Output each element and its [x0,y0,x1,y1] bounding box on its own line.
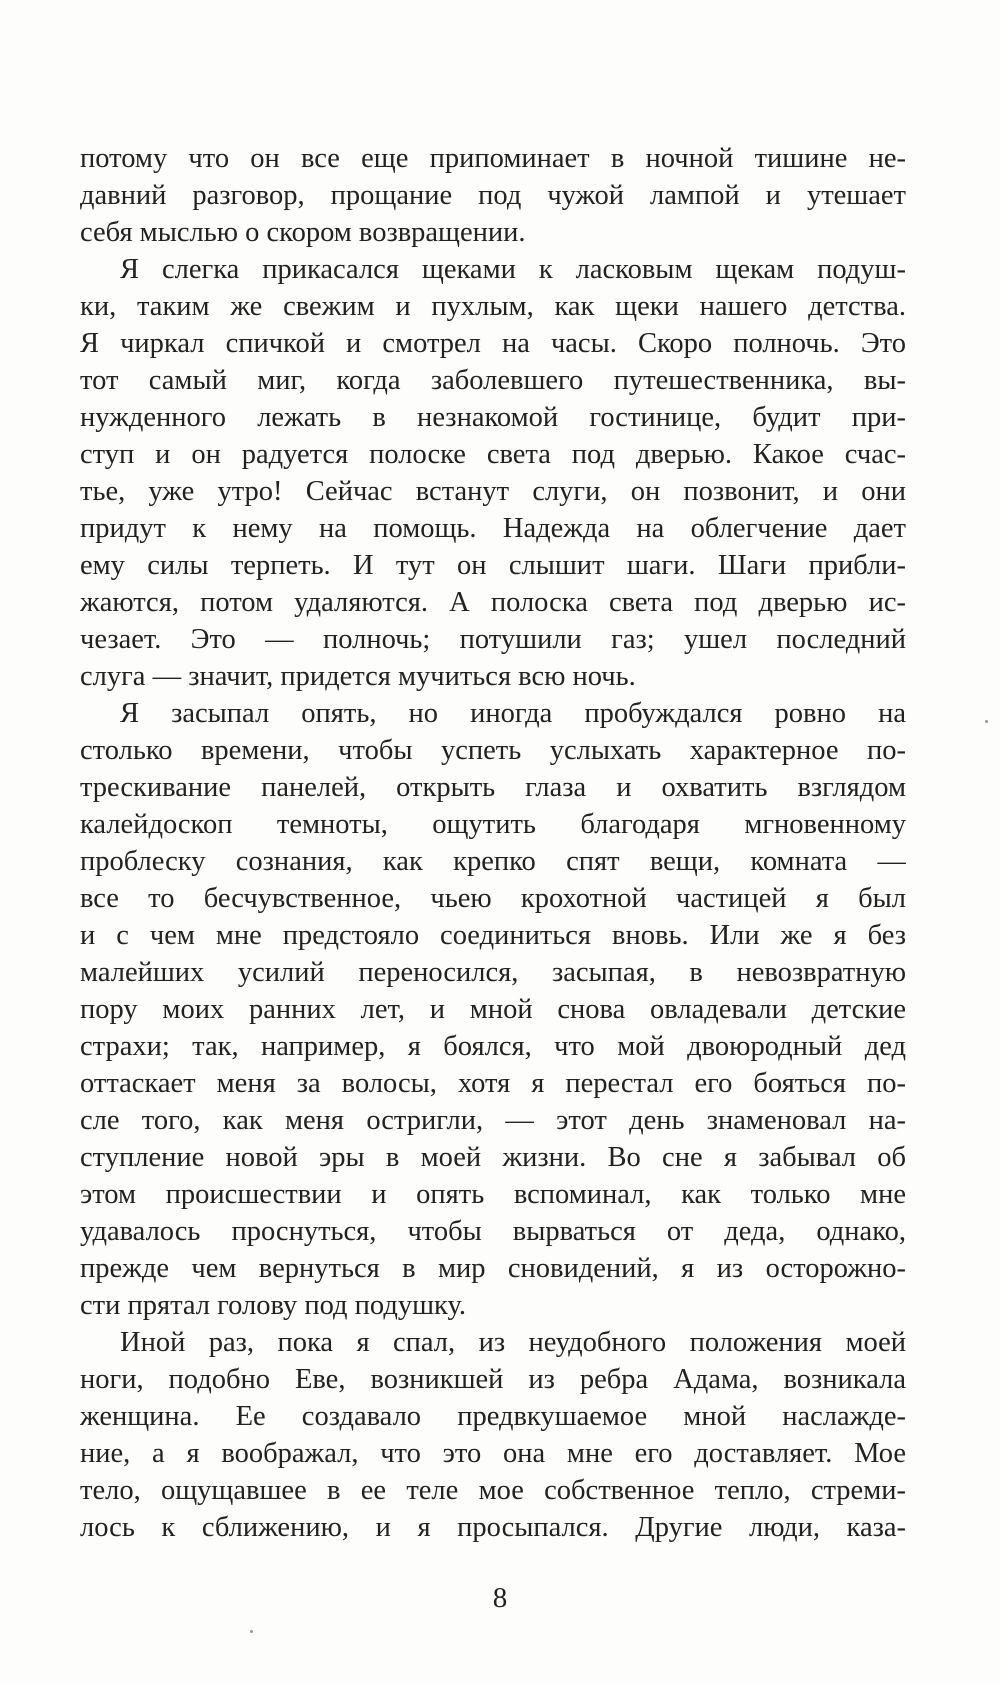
text-line: ние, а я воображал, что это она мне его доставляет. Мое [80,1438,906,1469]
body-text [80,140,906,1546]
text-line: себя мыслью о скором возвращении. [80,217,526,248]
text-line: оттаскает меня за волосы, хотя я перестал его бояться по- [80,1068,906,1099]
text-line: сти прятал голову под подушку. [80,1290,466,1321]
text-line: калейдоскоп темноты, ощутить благодаря мгновенному [80,809,906,840]
text-line: тело, ощущавшее в ее теле мое собственное тепло, стреми- [80,1475,906,1506]
text-line: придут к нему на помощь. Надежда на облегчение дает [80,513,906,544]
text-line: чезает. Это — полночь; потушили газ; ушел последний [80,624,906,655]
text-line: тот самый миг, когда заболевшего путешественника, вы- [80,365,906,396]
text-line: ему силы терпеть. И тут он слышит шаги. Шаги прибли- [80,550,906,581]
text-line: Я засыпал опять, но иногда пробуждался ровно на [120,698,906,729]
text-line: малейших усилий переносился, засыпая, в невозвратную [80,957,906,988]
text-line: ступление новой эры в моей жизни. Во сне я забывал об [80,1142,906,1173]
text-line: и с чем мне предстояло соединиться вновь. Или же я без [80,920,906,951]
paragraph-2 [80,251,906,695]
text-line: жаются, потом удаляются. А полоска света под дверью ис- [80,587,906,618]
paper-speck [985,720,988,723]
text-line: сле того, как меня остригли, — этот день знаменовал на- [80,1105,906,1136]
text-line: тье, уже утро! Сейчас встанут слуги, он позвонит, и они [80,476,906,507]
text-line: давний разговор, прощание под чужой лампой и утешает [80,180,906,211]
text-line: слуга — значит, придется мучиться всю ночь. [80,661,636,692]
paper-speck [250,1630,253,1633]
text-line: лось к сближению, и я просыпался. Другие люди, каза- [80,1512,906,1543]
text-line: все то бесчувственное, чьею крохотной частицей я был [80,883,906,914]
text-line: столько времени, чтобы успеть услыхать характерное по- [80,735,906,766]
text-line: страхи; так, например, я боялся, что мой двоюродный дед [80,1031,906,1062]
paragraph-1 [80,140,906,251]
text-line: пору моих ранних лет, и мной снова овладевали детские [80,994,906,1025]
text-line: ки, таким же свежим и пухлым, как щеки нашего детства. [80,291,906,322]
paragraph-4 [80,1324,906,1546]
text-line: трескивание панелей, открыть глаза и охватить взглядом [80,772,906,803]
text-line: прежде чем вернуться в мир сновидений, я из осторожно- [80,1253,906,1284]
text-line: проблеску сознания, как крепко спят вещи, комната — [80,846,906,877]
paragraph-3 [80,695,906,1324]
text-line: потому что он все еще припоминает в ночной тишине не- [80,143,906,174]
text-line: ступ и он радуется полоске света под дверью. Какое счас- [80,439,906,470]
text-line: Иной раз, пока я спал, из неудобного положения моей [120,1327,906,1358]
text-line: удавалось проснуться, чтобы вырваться от деда, однако, [80,1216,906,1247]
text-line: этом происшествии и опять вспоминал, как только мне [80,1179,906,1210]
text-line: Я слегка прикасался щеками к ласковым щекам подуш- [120,254,906,285]
text-line: Я чиркал спичкой и смотрел на часы. Скоро полночь. Это [80,328,906,359]
text-line: женщина. Ее создавало предвкушаемое мной наслажде- [80,1401,906,1432]
text-line: нужденного лежать в незнакомой гостинице, будит при- [80,402,906,433]
text-line: ноги, подобно Еве, возникшей из ребра Адама, возникала [80,1364,906,1395]
page-number: 8 [492,1582,508,1614]
